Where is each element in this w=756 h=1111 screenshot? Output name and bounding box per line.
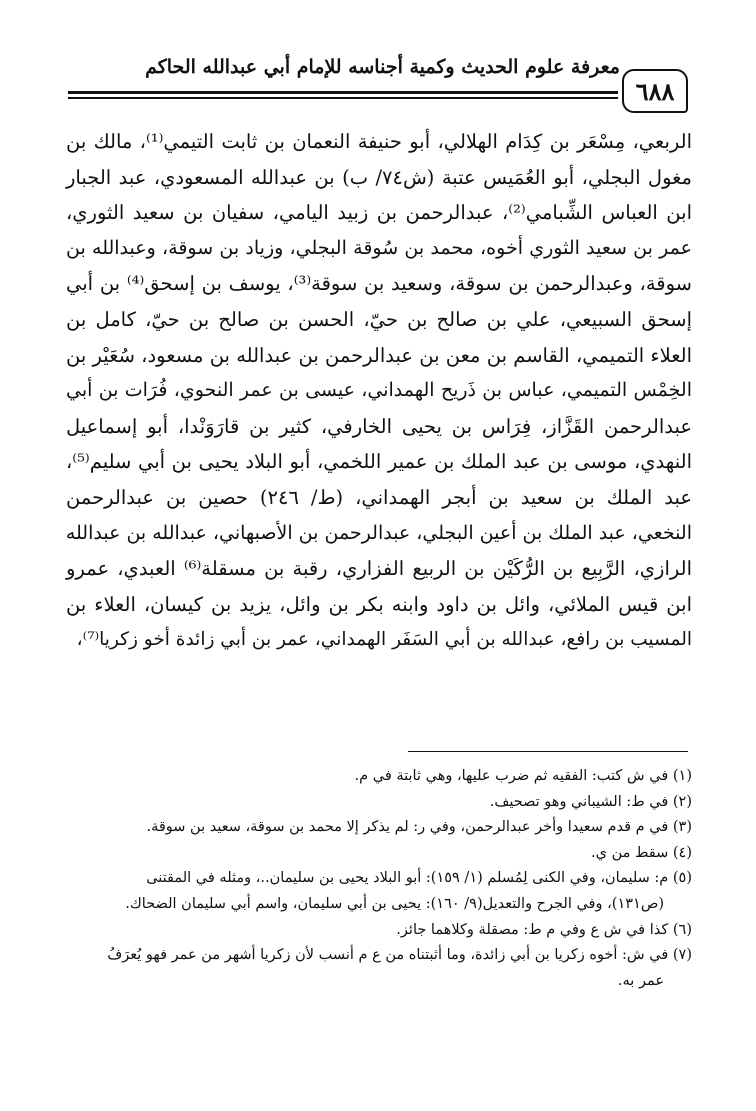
page-number-badge: ٦٨٨ bbox=[622, 69, 688, 113]
body-line: عبد الملك بن سعيد بن أبجر الهمداني، (ط/ ٢٤٦) حصين بن عبدالرحمن bbox=[66, 485, 692, 509]
body-line: الخِمْس التميمي، عباس بن ذَريح الهمداني، عيسى بن عمر النحوي، فُرَات بن أبي bbox=[66, 379, 692, 402]
body-line: الربعي، مِسْعَر بن كِدَام الهلالي، أبو حنيفة النعمان بن ثابت التيمي⁽¹⁾، مالك بن bbox=[66, 130, 692, 153]
footnote-separator bbox=[408, 751, 688, 752]
footnote-4: (٤) سقط من ي. bbox=[591, 844, 692, 861]
footnote-6: (٦) كذا في ش ع وفي م ط: مصقلة وكلاهما جائز. bbox=[396, 921, 692, 938]
body-line: الرازي، الرَّبِيع بن الرُّكَيْن بن الربيع الفزاري، رقبة بن مسقلة⁽⁶⁾ العبدي، عمرو bbox=[66, 557, 692, 581]
body-line: ابن العباس الشِّبامي⁽²⁾، عبدالرحمن بن زبيد اليامي، سفيان بن سعيد الثوري، bbox=[66, 201, 692, 225]
header-thin-rule bbox=[68, 97, 618, 99]
footnote-3: (٣) في م قدم سعيدا وأخر عبدالرحمن، وفي ر: لم يذكر إلا محمد بن سوقة، سعيد بن سوقة. bbox=[146, 819, 692, 836]
footnote-7-continued: عمر به. bbox=[617, 972, 664, 989]
body-line: عمر بن سعيد الثوري أخوه، محمد بن سُوقة البجلي، وزياد بن سوقة، وعبدالله بن bbox=[66, 236, 692, 259]
body-line: النخعي، عبد الملك بن أعين البجلي، عبدالرحمن بن الأصبهاني، عبدالله بن عبدالله bbox=[65, 521, 692, 544]
body-line: النهدي، موسى بن عبد الملك بن عمير اللخمي، أبو البلاد يحيى بن أبي سليم⁽⁵⁾، bbox=[66, 450, 692, 474]
footnote-1: (١) في ش كتب: الفقيه ثم ضرب عليها، وهي ثابتة في م. bbox=[354, 768, 692, 784]
footnote-7: (٧) في ش: أخوه زكريا بن أبي زائدة، وما أثبتناه من ع م أنسب لأن زكريا أشهر من عمر فهو يُعرَفُ bbox=[107, 947, 692, 964]
running-title: معرفة علوم الحديث وكمية أجناسه للإمام أبي عبدالله الحاكم bbox=[145, 56, 620, 78]
header-thick-rule bbox=[68, 91, 618, 94]
body-line: ابن قيس الملائي، وائل بن داود وابنه بكر بن وائل، يزيد بن كيسان، العلاء بن bbox=[66, 592, 692, 616]
footnote-5: (٥) م: سليمان، وفي الكنى لِمُسلم (١/ ١٥٩): أبو البلاد يحيى بن سليمان..، ومثله في المقتنى bbox=[146, 870, 692, 887]
body-line: مغول البجلي، أبو العُمَيس عتبة (ش٧٤/ ب) بن عبدالله المسعودي، عبد الجبار bbox=[66, 165, 692, 189]
main-text-body bbox=[66, 124, 692, 658]
body-line: العلاء التميمي، القاسم بن معن بن عبدالرحمن بن عبدالله بن مسعود، سُعَيْر بن bbox=[66, 343, 692, 367]
footnote-2: (٢) في ط: الشيباني وهو تصحيف. bbox=[489, 793, 692, 810]
footnotes-section bbox=[66, 764, 692, 994]
footnote-5-continued: (ص١٣١)، وفي الجرح والتعديل(٩/ ١٦٠): يحيى بن أبي سليمان، واسم أبي سليمان الضحاك. bbox=[125, 895, 664, 912]
body-line: سوقة، وعبدالرحمن بن سوقة، وسعيد بن سوقة⁽³⁾، يوسف بن إسحق⁽⁴⁾ بن أبي bbox=[66, 272, 693, 296]
body-line: إسحق السبيعي، علي بن صالح بن حيّ، الحسن بن صالح بن حيّ، كامل بن bbox=[66, 307, 692, 331]
body-line: عبدالرحمن القَزَّاز، فِرَاس بن يحيى الخارفي، كثير بن قارَوَنْدا، أبو إسماعيل bbox=[66, 414, 692, 438]
body-line: المسيب بن رافع، عبدالله بن أبي السَفَر الهمداني، عمر بن أبي زائدة أخو زكريا⁽⁷⁾، bbox=[76, 629, 692, 651]
